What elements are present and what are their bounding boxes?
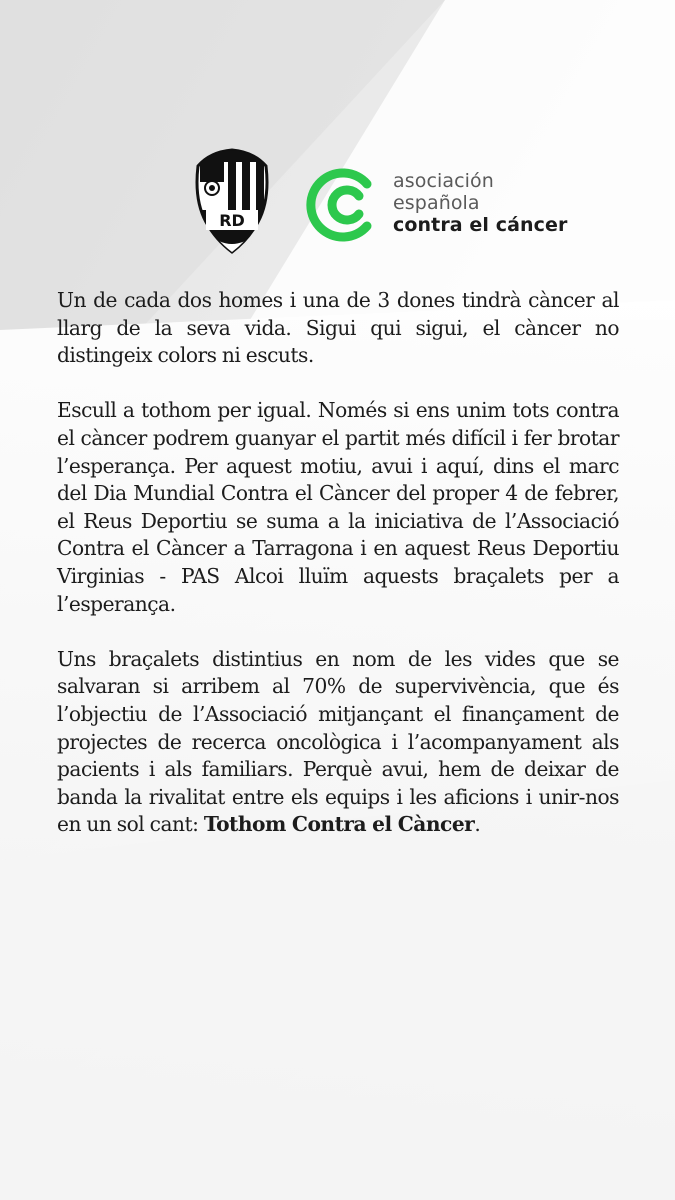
paragraph-3-text: Uns braçalets distintius en nom de les vides que se salvaran si arribem al 70% de supervivència, que és l’objectiu de l’Associació mitjançant el finançament de projectes de recerca oncològica i l’acompanyament als pacients i als familiars. Perquè avui, hem de deixar de banda la rivalitat entre els equips i les aficions i unir-nos en un sol cant: [57, 646, 619, 837]
aecc-line-3: contra el cáncer [393, 214, 568, 236]
paragraph-3 [57, 646, 619, 839]
aecc-wordmark [393, 170, 567, 236]
paragraph-1: Un de cada dos homes i una de 3 dones tindrà càncer al llarg de la seva vida. Sigui qui sigui, el càncer no distingeix colors ni escuts. [57, 288, 619, 368]
reus-deportiu-crest-icon [192, 148, 272, 254]
campaign-slogan: Tothom Contra el Càncer [203, 812, 475, 837]
logo-row [0, 140, 675, 260]
statement-text [57, 287, 619, 866]
aecc-line-2: española [393, 192, 480, 214]
paragraph-3-end: . [474, 812, 481, 837]
paragraph-2: Escull a tothom per igual. Només si ens unim tots contra el càncer podrem guanyar el partit més difícil i fer brotar l’esperança. Per aquest motiu, avui i aquí, dins el marc del Dia Mundial Contra el Càncer del proper 4 de febrer, el Reus Deportiu se suma a la iniciativa de l’Associació Contra el Càncer a Tarragona i en aquest Reus Deportiu Virginias - PAS Alcoi lluïm aquests braçalets per a l’esperança. [57, 398, 619, 616]
aecc-symbol-icon [304, 166, 382, 244]
crest-lettering: RD [219, 211, 245, 230]
aecc-line-1: asociación [393, 170, 494, 192]
